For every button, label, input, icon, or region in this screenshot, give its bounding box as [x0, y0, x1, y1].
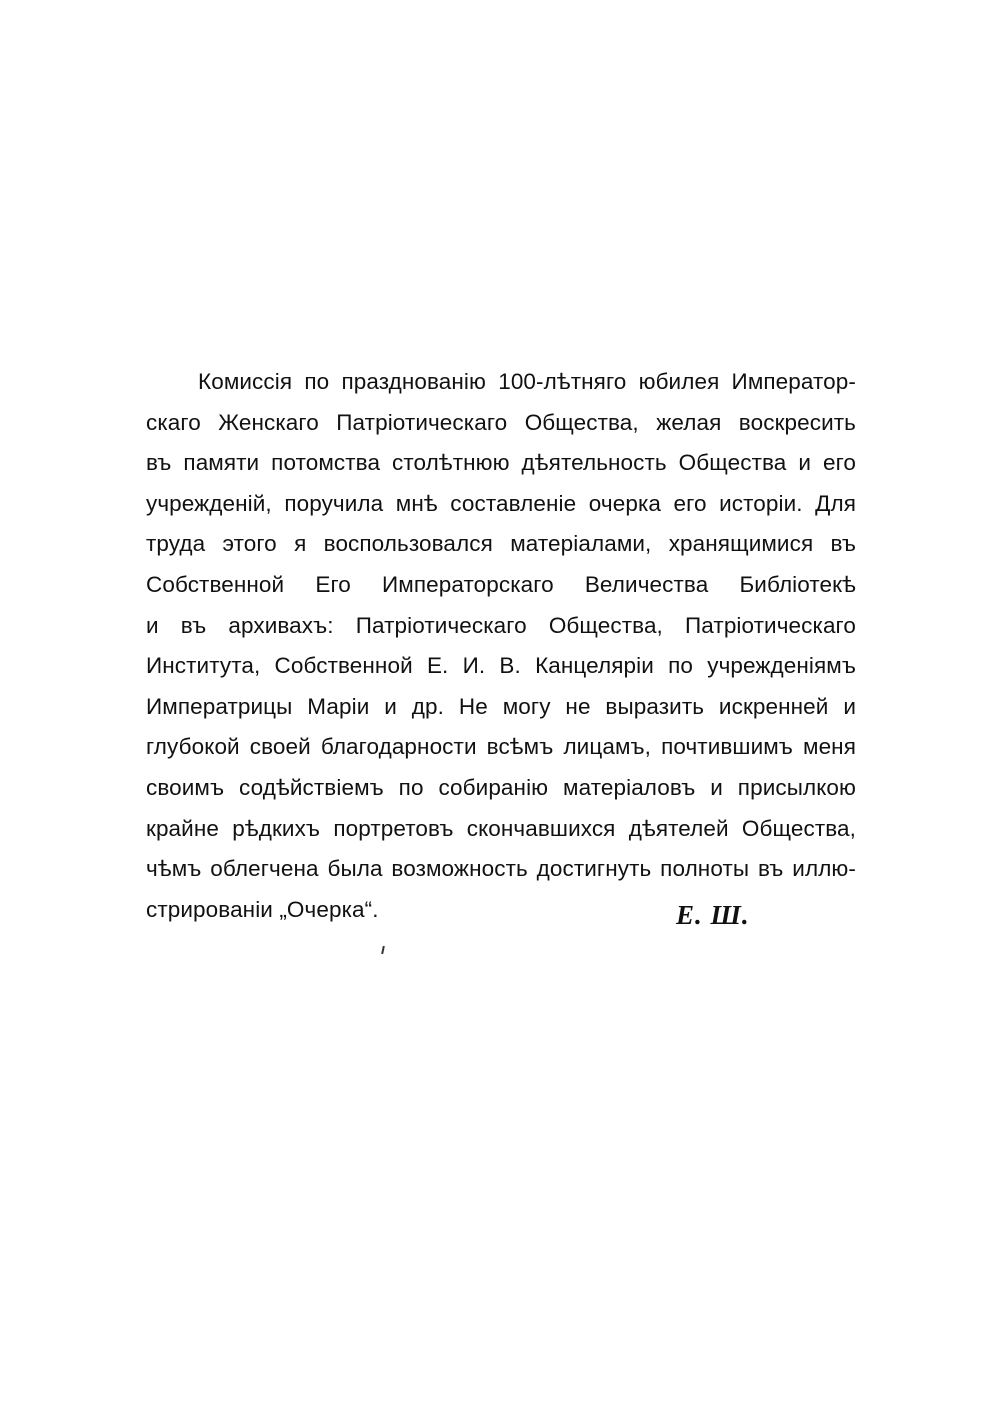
- preface-line: Института, Собственной Е. И. В. Канцеляріи по учрежденіямъ: [146, 653, 856, 679]
- preface-line: труда этого я воспользовался матеріалами, хранящимися въ: [146, 531, 856, 557]
- preface-line: чѣмъ облегчена была возможность достигнуть полноты въ иллю-: [146, 856, 856, 882]
- print-speck: [381, 946, 385, 954]
- preface-line: Собственной Его Императорскаго Величества Библіотекѣ: [146, 571, 856, 597]
- preface-line: въ памяти потомства столѣтнюю дѣятельность Общества и его: [146, 450, 856, 476]
- preface-line: стрированіи „Очерка“.: [146, 896, 379, 922]
- preface-paragraph: [146, 362, 856, 930]
- preface-line: скаго Женскаго Патріотическаго Общества, желая воскресить: [146, 409, 856, 435]
- preface-line: и въ архивахъ: Патріотическаго Общества, Патріотическаго: [146, 612, 856, 638]
- preface-line: крайне рѣдкихъ портретовъ скончавшихся дѣятелей Общества,: [146, 815, 856, 841]
- preface-line: Комиссія по празднованію 100-лѣтняго юбилея Император-: [198, 369, 856, 394]
- preface-line: глубокой своей благодарности всѣмъ лицамъ, почтившимъ меня: [146, 734, 856, 760]
- author-signature: Е. Ш.: [676, 900, 750, 930]
- preface-line: учрежденій, поручила мнѣ составленіе очерка его исторіи. Для: [146, 490, 856, 516]
- preface-line: Императрицы Маріи и др. Не могу не выразить искренней и: [146, 693, 856, 719]
- preface-line: своимъ содѣйствіемъ по собиранію матеріаловъ и присылкою: [146, 774, 856, 800]
